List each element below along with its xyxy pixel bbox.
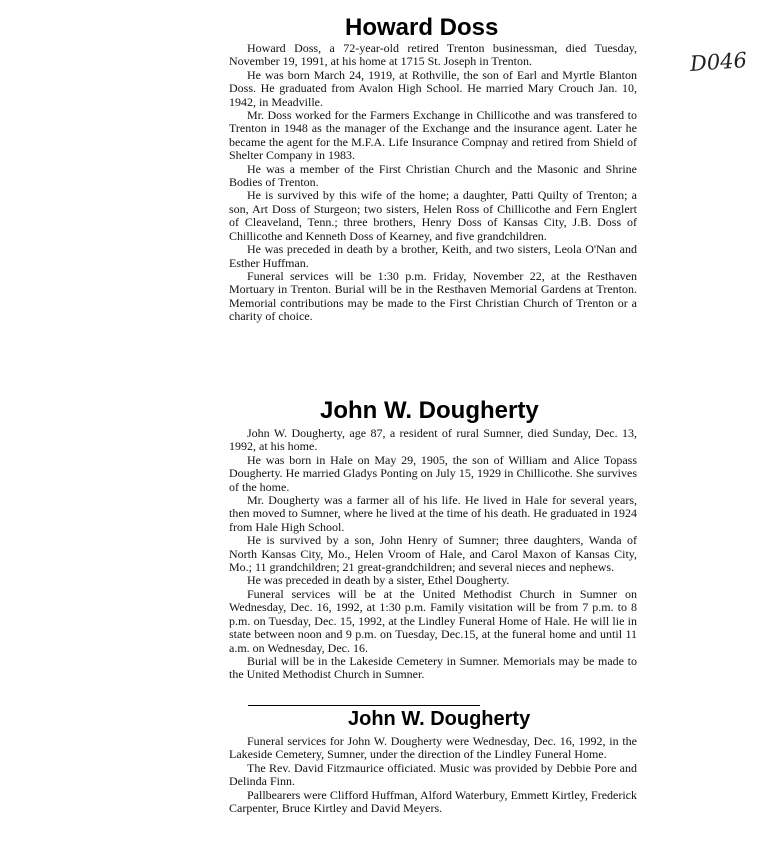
paragraph: Funeral services will be at the United Methodist Church in Sumner on Wednesday, Dec. 16, 1992, at 1:30 p.m. Family visitation will be from 7 p.m. to 8 p.m. on Tuesday, Dec. 15, 1992, at the Lindley Funeral Home of Hale. He will lie in state between noon and 9 p.m. on Tuesday, Dec.15, at the funeral home and until 11 a.m. on Wednesday, Dec. 16. xyxy=(229,586,637,655)
paragraph: He is survived by a son, John Henry of Sumner; three daughters, Wanda of North Kansas City, Mo., Helen Vroom of Hale, and Carol Maxon of Kansas City, Mo.; 11 grandchildren; 21 great-grandchildren; and several nieces and nephews. xyxy=(229,533,637,575)
paragraph: Mr. Doss worked for the Farmers Exchange in Chillicothe and was transfered to Trenton in 1948 as the manager of the Exchange and the insurance agent. Later he became the agent for the M.F.A. Life Insurance Compnay and retired from Shield of Shelter Company in 1983. xyxy=(229,108,637,163)
paragraph: He was born in Hale on May 29, 1905, the son of William and Alice Topass Dougherty. He married Gladys Ponting on July 15, 1929 in Chillicothe. She survives of the home. xyxy=(229,452,637,494)
funeral-notice-title: John W. Dougherty xyxy=(348,708,531,730)
handwritten-annotation: D046 xyxy=(689,48,748,76)
obituary-title-john-dougherty: John W. Dougherty xyxy=(320,397,539,424)
paragraph: Funeral services will be 1:30 p.m. Friday, November 22, at the Resthaven Mortuary in Trenton. Burial will be in the Resthaven Memorial Gardens at Trenton. Memorial contributions may be made to the First Christian Church of Trenton or a charity of choice. xyxy=(229,268,637,324)
divider-rule xyxy=(248,705,480,706)
paragraph: The Rev. David Fitzmaurice officiated. Music was provided by Debbie Pore and Delinda Finn. xyxy=(229,760,637,789)
obituary-title-howard-doss: Howard Doss xyxy=(345,14,499,41)
paragraph: Funeral services for John W. Dougherty were Wednesday, Dec. 16, 1992, in the Lakeside Cemetery, Sumner, under the direction of the Lindley Funeral Home. xyxy=(229,734,637,762)
paragraph: He is survived by this wife of the home; a daughter, Patti Quilty of Trenton; a son, Art Doss of Sturgeon; two sisters, Helen Ross of Chillicothe and Fern Englert of Cleaveland, Tenn.; three brothers, Henry Doss of Kansas City, J.B. Doss of Chillicothe and Kenneth Doss of Kearney, and five grandchildren. xyxy=(229,188,637,243)
paragraph: He was preceded in death by a brother, Keith, and two sisters, Leola O'Nan and Esther Huffman. xyxy=(229,242,637,270)
paragraph: Pallbearers were Clifford Huffman, Alford Waterbury, Emmett Kirtley, Frederick Carpenter, Bruce Kirtley and David Meyers. xyxy=(229,787,637,816)
paragraph: Burial will be in the Lakeside Cemetery in Sumner. Memorials may be made to the United Methodist Church in Sumner. xyxy=(229,653,637,682)
paragraph: Howard Doss, a 72-year-old retired Trenton businessman, died Tuesday, November 19, 1991, at his home at 1715 St. Joseph in Trenton. xyxy=(229,41,637,69)
obituary-body-howard-doss xyxy=(229,42,637,324)
paragraph: He was a member of the First Christian Church and the Masonic and Shrine Bodies of Trenton. xyxy=(229,161,637,190)
obituary-body-john-dougherty xyxy=(229,427,637,682)
funeral-notice-body xyxy=(229,735,637,815)
paragraph: He was born March 24, 1919, at Rothville, the son of Earl and Myrtle Blanton Doss. He graduated from Avalon High School. He married Mary Crouch Jan. 10, 1942, in Meadville. xyxy=(229,67,637,109)
paragraph: Mr. Dougherty was a farmer all of his life. He lived in Hale for several years, then moved to Sumner, where he lived at the time of his death. He graduated in 1924 from Hale High School. xyxy=(229,493,637,534)
paragraph: He was preceded in death by a sister, Ethel Dougherty. xyxy=(247,573,510,588)
paragraph: John W. Dougherty, age 87, a resident of rural Sumner, died Sunday, Dec. 13, 1992, at his home. xyxy=(229,426,637,454)
